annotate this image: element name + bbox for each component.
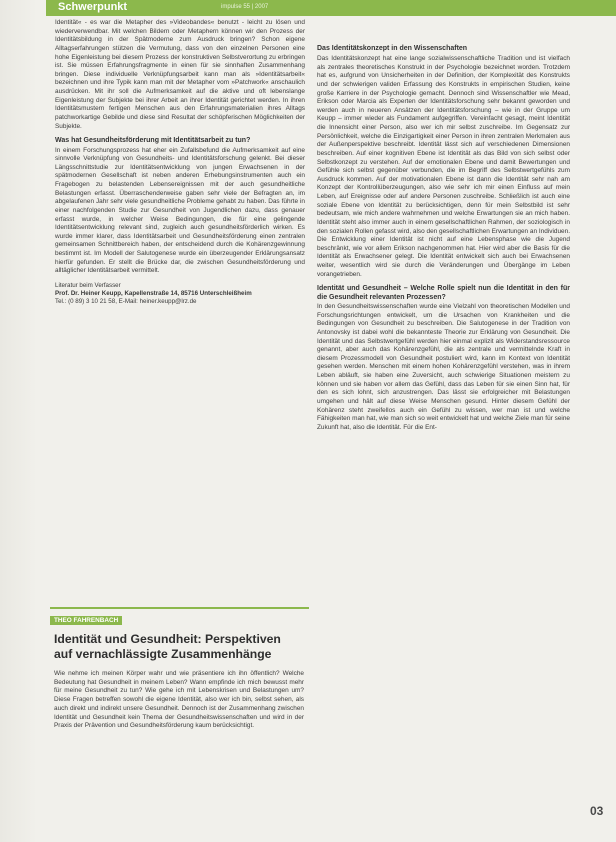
contact-name: Prof. Dr. Heiner Keupp, Kapellenstraße 14, 85716 Unterschleißheim: [55, 290, 252, 298]
article-title: [54, 632, 309, 662]
article-title-line-2: auf vernachlässigte Zusammenhänge: [54, 647, 272, 661]
author-kicker: THEO FAHRENBACH: [50, 616, 122, 625]
right-heading-1: Das Identitätskonzept in den Wissenschaften: [317, 45, 468, 52]
right-heading-2: Identität und Gesundheit – Welche Rolle spielt nun die Identität in den für die Gesundheit relevanten Prozessen?: [317, 285, 570, 301]
author-contact: [55, 282, 305, 307]
left-heading: Was hat Gesundheitsförderung mit Identitätsarbeit zu tun?: [55, 137, 251, 145]
article-teaser-box: [50, 607, 309, 768]
left-body-paragraph: In einem Forschungsprozess hat eher ein Zufallsbefund die Aufmerksamkeit auf eine sinnvolle Verknüpfung von Gesundheits- und Identitätsforschung gelenkt. Bei dieser Längsschnittstudie zur Identitätsentwicklung von jungen Erwachsenen in der spätmodernen Gesellschaft ist neben anderen Erhebungsinstrumenten auch ein Fragebogen zu belastenden Lebensereignissen mit der auch gesundheitliche Belastungen erfasst. Überraschenderweise gaben sehr viele der Befragten an, im abgelaufenen Jahr sehr viele gesundheitliche Probleme gehabt zu haben. Das führte in einer nachfolgenden Studie zur Gesundheit von Jugendlichen dazu, dass genauer erfasst wurde, in welcher Weise Bedingungen, die für eine gelingende Identitätsentwicklung relevant sind, zugleich auch gesundheitsförderlich wirken. Es wurde immer klarer, dass Identitätsarbeit und Gesundheitsförderung einen zentralen gemeinsamen Schnittbereich haben, der entscheidend durch die Kohärenzgewinnung bestimmt ist. Im Modell der Salutogenese wurde ein überzeugender Erklärungsansatz hierfür gefunden. Er stellt die Brücke dar, die zwischen Gesundheitsförderung und alltäglicher Identitätsarbeit vermittelt.: [55, 146, 305, 275]
right-column: [317, 55, 570, 432]
section-title: Schwerpunkt: [58, 1, 128, 13]
section-header-bar: [46, 0, 616, 16]
issue-label: impulse 55 | 2007: [221, 4, 269, 10]
article-title-line-1: Identität und Gesundheit: Perspektiven: [54, 632, 281, 646]
contact-label: Literatur beim Verfasser: [55, 281, 121, 289]
contact-line: Tel.: (0 89) 3 10 21 58, E-Mail: heiner.keupp@lrz.de: [55, 298, 197, 306]
left-column: [55, 19, 305, 307]
page-number: 03: [590, 804, 604, 818]
right-body-paragraph-2: In den Gesundheitswissenschaften wurde eine Vielzahl von theoretischen Modellen und Forschungsrichtungen entwickelt, um die Ursachen von Krankheiten und die Bedingungen von Gesundheit zu beschreiben. Die Salutogenese in der Tradition von Antonovsky ist dabei wohl die bekannteste Theorie zur Erklärung von Gesundheit. Die Identität und das Selbstwertgefühl werden hier einmal explizit als Widerstandsressource genannt, aber auch das Kohärenzgefühl, die als zentrale und vermittelnde Kraft in diesem Prozessmodell von Gesundheit postuliert wird, kann im Kontext von Identität gesehen werden. Menschen mit einem hohen Kohärenzgefühl verstehen, was in ihrem Leben abläuft, sie haben eine Zuversicht, auch schwierige Situationen meistern zu können und sie haben vor allem das Gefühl, dass das Leben für sie einen Sinn hat, für den es sich lohnt, sich anzustrengen. Das lässt sie erfolgreicher mit Belastungen umgehen und hält auf diese Weise Menschen gesund. Hinter diesem Gefühl der Kohärenz steht zweifellos auch ein Gefühl zu wissen, wer man ist und welche Fähigkeiten man hat, wie man sich so weit entwickelt hat und welche Ziele man für seine Zukunft hat, also die Identität. Für die Ent-: [317, 303, 570, 431]
intro-paragraph: Identität« - es war die Metapher des »Videobandes« benutzt - leicht zu lösen und wiederverwendbar. Mit welchen Bildern oder Metaphern können wir den Prozess der Identitätsbildung in der Spätmoderne zum Ausdruck bringen? Schon eigene Alltagserfahrungen stützen die Vermutung, dass von den einzelnen Personen eine hohe Eigenleistung bei diesem Prozess der konstruktiven Selbstverortung zu erbringen ist. Sie müssen Erfahrungsfragmente in einen für sie sinnhaften Zusammenhang bringen. Diese individuelle Verknüpfungsarbeit kann man als »Identitätsarbeit« bezeichnen und ihre Typik kann man mit der Metapher vom »Patchwork« anschaulich ausdrücken. Mit ihr soll die Aufmerksamkeit auf die aktive und oft lebenslange Eigenleistung der Subjekte bei ihrer Arbeit an ihrer Identität gerichtet werden. In ihren Identitätsmustern fertigen Menschen aus den Erfahrungsmaterialien ihres Alltags patchworkartige Gebilde und diese sind Resultat der schöpferischen Möglichkeiten der Subjekte.: [55, 19, 305, 130]
article-lead: Wie nehme ich meinen Körper wahr und wie präsentiere ich ihn öffentlich? Welche Bedeutung hat Gesundheit in meinem Leben? Wann empfinde ich mich bewusst mehr für meine Gesundheit zu tun? Wie gehe ich mit Lebenskrisen und Belastungen um? Diese Fragen betreffen sowohl die eigene Identität, also wer ich bin, selbst sehen, als auch direkt und indirekt unsere Gesundheit. Dennoch ist der Zusammenhang zwischen Identität und Gesundheit kein Thema der Gesundheitswissenschaften und wird in der Praxis der Prävention und Gesundheitsförderung kaum berücksichtigt.: [54, 670, 304, 730]
right-body-paragraph-1: Das Identitätskonzept hat eine lange sozialwissenschaftliche Tradition und ist vielfach als zentrales theoretisches Konstrukt in der Psychologie bezeichnet worden. Trotzdem hat es, aufgrund von Unsicherheiten in der Definition, der Komplexität des Konstrukts und der schwierigen validen Erfassung des Konstrukts in empirischen Studien, keine große Karriere in der Psychologie gemacht. Dennoch sind Wissenschaftler wie Mead, Erikson oder Marcia als Experten der Identitätsforschung sehr bekannt geworden und werden auch in neueren Ansätzen der Identitätsforschung – wie in der Gruppe um Keupp – immer wieder als Fundament aufgegriffen. Vereinfacht gesagt, meint Identität die Innensicht einer Person, also wer ich mir selbst zuschreibe. Im Gegensatz zur Persönlichkeit, welche die Einzigartigkeit einer Person in ihren zentralen Merkmalen aus der Außenperspektive beschreibt. Identität lässt sich auf verschiedenen Dimensionen beschreiben. Auf einer kognitiven Ebene ist Identität als das Bild von sich selbst oder Selbstkonzept zu verstehen. Auf der emotionalen Ebene und damit Bewertungen und Gefühle sich selbst gegenüber verbunden, die im Begriff des Selbstwertgefühls zum Ausdruck kommen. Auf der motivationalen Ebene ist dann die Identität sehr nah am Konzept der Kontrollüberzeugungen, also wie sehr ich mir einen Einfluss auf mein Leben, auf Ereignisse oder auf andere Personen zuschreibe. Schließlich ist auch eine soziale Ebene von Identität zu berücksichtigen, denn für mein Selbstbild ist sehr bedeutsam, wie mich andere wahrnehmen und welche Erwartungen sie an mich haben. Identität steht also immer auch in einem gesellschaftlichen Rahmen, der soziologisch in den sozialen Rollen gefasst wird, also den gesellschaftlichen Erwartungen an Individuen. Die Entwicklung einer Identität ist nicht auf eine Lebensphase wie die Jugend beschränkt, wie vor allem Erikson nachgenommen hat. Hier wird aber die Basis für die Identität als Erwachsener gelegt. Die Identität entwickelt sich auch bei Erwachsenen weiter, wesentlich wird sie durch die Veränderungen und Übergänge im Leben vorangetrieben.: [317, 55, 571, 278]
